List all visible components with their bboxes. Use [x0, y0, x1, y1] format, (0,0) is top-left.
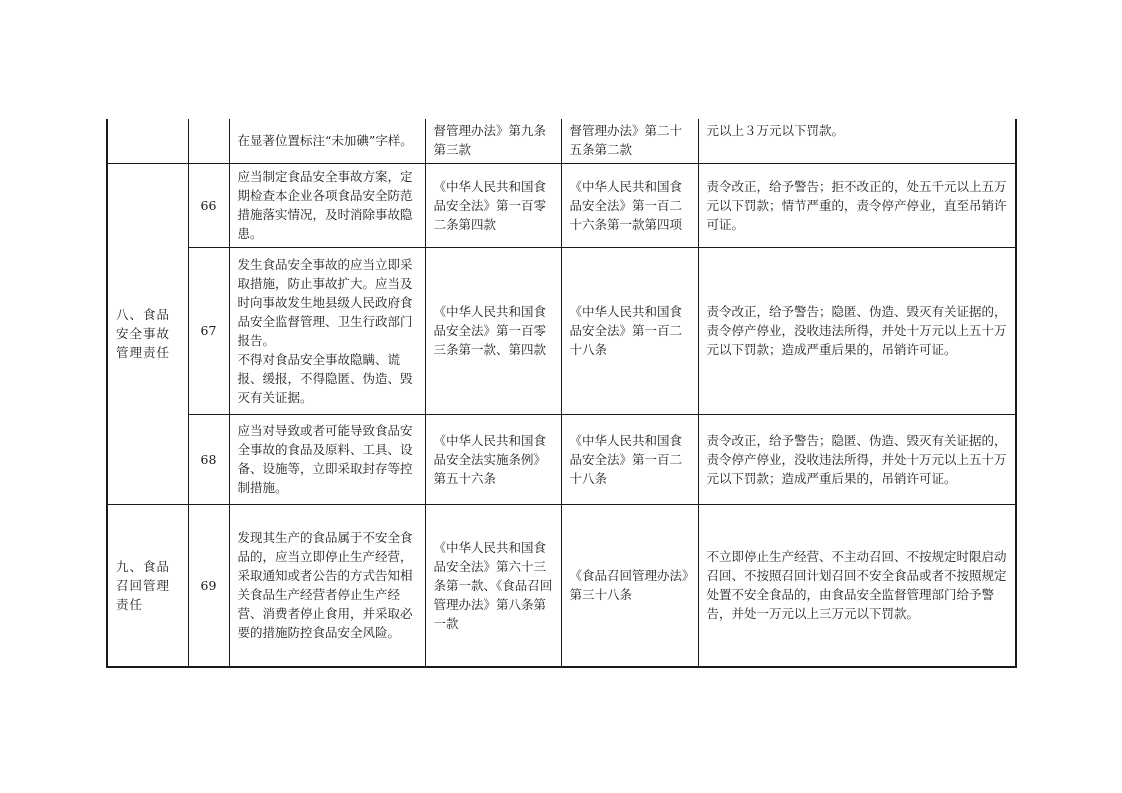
penalty-cell: 责令改正，给予警告；拒不改正的，处五千元以上五万元以下罚款；情节严重的，责令停产停业，直至吊销许可证。 — [698, 163, 1016, 247]
duty-cell: 应当对导致或者可能导致食品安全事故的食品及原料、工具、设备、设施等，立即采取封存等控制措施。 — [229, 414, 425, 504]
category-cell: 八、食品安全事故管理责任 — [107, 163, 188, 504]
penalty-cell: 责令改正，给予警告；隐匿、伪造、毁灭有关证据的，责令停产停业，没收违法所得，并处十万元以上五十万元以下罚款；造成严重后果的，吊销许可证。 — [698, 414, 1016, 504]
duty-cell: 应当制定食品安全事故方案，定期检查本企业各项食品安全防范措施落实情况，及时消除事故隐患。 — [229, 163, 425, 247]
penalty-basis-cell: 《中华人民共和国食品安全法》第一百二十六条第一款第四项 — [561, 163, 698, 247]
table-row — [107, 414, 1016, 504]
item-number: 69 — [188, 504, 229, 667]
duty-cell: 发现其生产的食品属于不安全食品的，应当立即停止生产经营，采取通知或者公告的方式告知相关食品生产经营者停止生产经营、消费者停止食用，并采取必要的措施防控食品安全风险。 — [229, 504, 425, 667]
category-cell: 九、食品召回管理责任 — [107, 504, 188, 667]
table-row — [107, 247, 1016, 414]
penalty-basis-cell: 《食品召回管理办法》第三十八条 — [561, 504, 698, 667]
item-number: 66 — [188, 163, 229, 247]
penalty-basis-cell: 督管理办法》第二十五条第二款 — [561, 119, 698, 163]
basis-cell: 《中华人民共和国食品安全法》第一百零二条第四款 — [425, 163, 561, 247]
item-number: 67 — [188, 247, 229, 414]
penalty-cell: 元以上３万元以下罚款。 — [698, 119, 1016, 163]
item-number: 68 — [188, 414, 229, 504]
item-number — [188, 119, 229, 163]
table-row — [107, 504, 1016, 667]
table-row — [107, 163, 1016, 247]
duty-cell: 发生食品安全事故的应当立即采取措施，防止事故扩大。应当及时向事故发生地县级人民政府食品安全监督管理、卫生行政部门报告。 不得对食品安全事故隐瞒、谎报、缓报，不得隐匿、伪造、毁灭有关证据。 — [229, 247, 425, 414]
penalty-cell: 责令改正，给予警告；隐匿、伪造、毁灭有关证据的，责令停产停业，没收违法所得，并处十万元以上五十万元以下罚款；造成严重后果的，吊销许可证。 — [698, 247, 1016, 414]
basis-cell: 《中华人民共和国食品安全法》第一百零三条第一款、第四款 — [425, 247, 561, 414]
duty-cell: 在显著位置标注“未加碘”字样。 — [229, 119, 425, 163]
basis-cell: 《中华人民共和国食品安全法实施条例》第五十六条 — [425, 414, 561, 504]
penalty-basis-cell: 《中华人民共和国食品安全法》第一百二十八条 — [561, 414, 698, 504]
penalty-basis-cell: 《中华人民共和国食品安全法》第一百二十八条 — [561, 247, 698, 414]
responsibility-table — [106, 119, 1017, 668]
table-row — [107, 119, 1016, 163]
basis-cell: 督管理办法》第九条第三款 — [425, 119, 561, 163]
category-cell — [107, 119, 188, 163]
penalty-cell: 不立即停止生产经营、不主动召回、不按规定时限启动召回、不按照召回计划召回不安全食品或者不按照规定处置不安全食品的，由食品安全监督管理部门给予警告，并处一万元以上三万元以下罚款。 — [698, 504, 1016, 667]
basis-cell: 《中华人民共和国食品安全法》第六十三条第一款、《食品召回管理办法》第八条第一款 — [425, 504, 561, 667]
